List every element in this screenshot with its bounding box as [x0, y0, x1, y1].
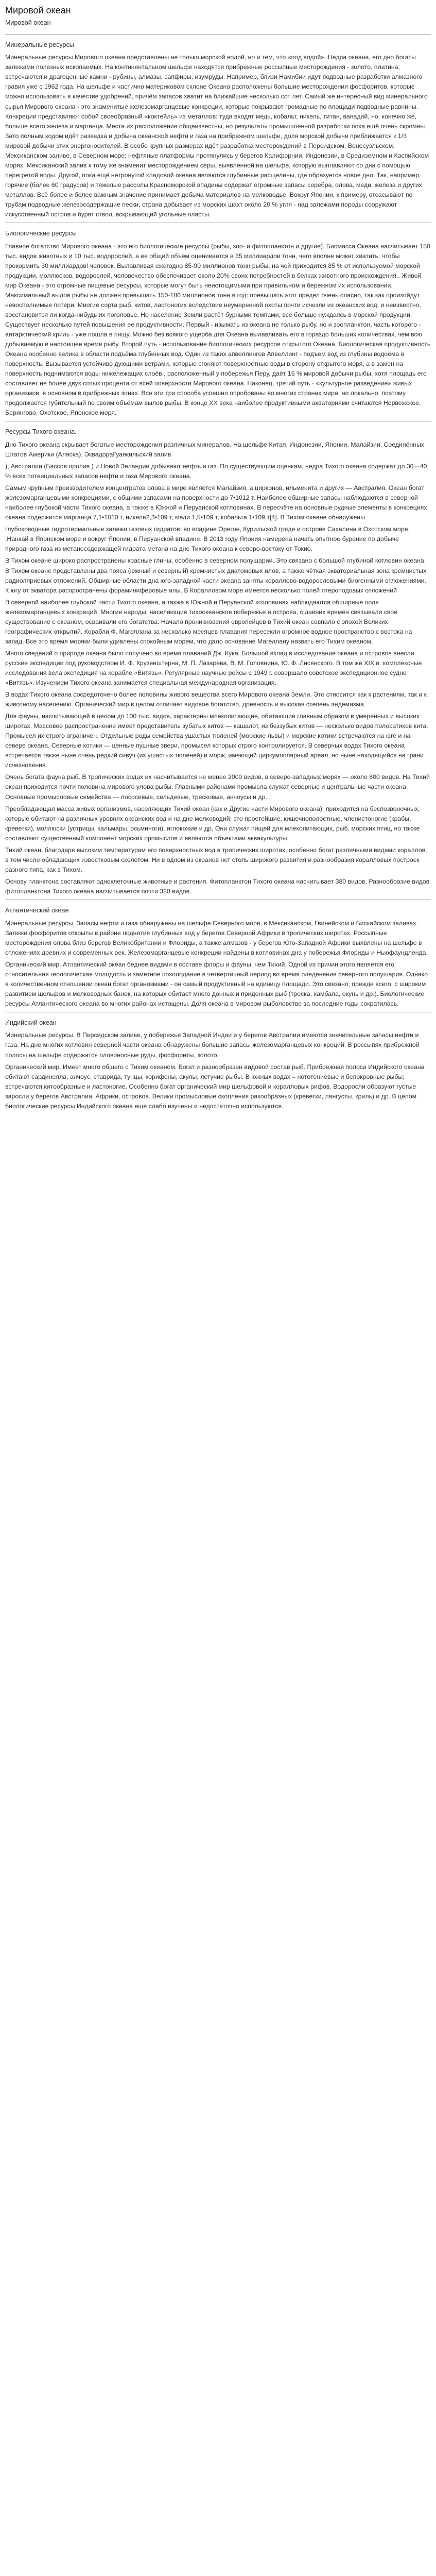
page-subtitle: Мировой океан	[5, 19, 51, 27]
section-heading: Ресурсы Тихого океана.	[5, 428, 77, 436]
section-heading: Атлантический океан	[5, 907, 69, 914]
article-page	[0, 0, 436, 1124]
paragraph: Самым крупным производителем концентратов олова в мире является Малайзия, а цирконов, ильменита и других — Австралия. Океан богат железомарганцевыми конкрециями, с общими запасами на поверхности до 7•1012 т. Наиболее обширные запасы наблюдаются в северной наиболее глубокой части Тихого океана, а также в Южной и Перуанской котловинах. В пересчёте на основные рудные элементы в конкрециях океана содержится марганца 7,1•1010 т, никеля2,3•109 т, меди 1,5•109 т, кобальта 1•109 т[4]. В Тихом океане обнаружены	[5, 484, 427, 521]
paragraph: В северной наиболее глубокой части Тихого океана, а также в Южной и Перуанской котловинах наблюдаются обширные поля железомарганцевых конкреций. Многие народы, населяющие тихоокеанское побережье и острова, с давних времён связывали своё существование с океаном, осваивали его богатства. Начало проникновения европейцев в Тихий океан совпало с эпохой Великих географических открытий. Корабли Ф. Магеллана за несколько месяцев плавания пересекли огромное водное пространство с востока на запад. Все это время моряки были удивлены спокойным морем, что дало основание Магеллану назвать его Тихим океаном.	[5, 598, 412, 645]
paragraph: глубоководные гидротермальные залежи газовых гидратов: во впадине Орегон, Курильской гряде и острове Сахалина в Охотском море, ,Нанкай в Японском море и вокруг Японии, в Перуанской впадине. В 2013 году Япония намерена начать опытное бурение по добыче природного газа из метаносодержащей гидрата метана на дне Тихого океана к северо-востоку от Токио.	[5, 526, 410, 553]
page-title: Мировой океан	[5, 5, 71, 15]
paragraph: В Тихом океане широко распространены красные глины, особенно в северном полушарии. Это связано с большой глубиной котловин океана. В Тихом океане представлены два пояса (южный и северный) кремнистых диатомовых илов, а также чёткая экваториальная зона кремнистых радиоляриевых отложений. Обширные области дна юго-западной части океана заняты кораллово-водорослевыми биогенными отложениями. К югу от экватора распространены фораминиферовые илы. В Коралловом море имеется несколько полей птероподовых отложений	[5, 557, 427, 594]
paragraph: Очень богата фауна рыб. В тропических водах их насчитывается не менее 2000 видов, в северо-западных морях — около 800 видов. На Тихий океан приходится почти половина мирового улова рыбы. Главными районами промысла служат северные и центральные части океана. Основные промысловые семейства — лососевые, сельдевые, тресковые, анчоусы и др.	[5, 773, 430, 801]
article-body	[5, 34, 431, 1111]
paragraph: Главное богатство Мирового океана - это его биологические ресурсы (рыбы, зоо- и фитопланктон и другие). Биомасса Океана насчитывает 150 тыс. видов животных и 10 тыс. водорослей, а ее общий объём оценивается в 35 миллиардов тонн, чего вполне может хватить, чтобы прокормить 30 миллиардов! человек. Вылавливая ежегодно 85-90 миллионов тонн рыбы, на чей приходится 85 % от используемой морской продукции, моллюсков, водорослей, человечество обеспечивает около 20% своих потребностей в белках животного происхождения.. Живой мир Океана - это огромные пищевые ресурсы, которые могут быть неистощимыми при правильном и бережном их использовании. Максимальный вылов рыбы не должен превышать 150-180 миллионов тонн в год: превышать этот предел очень опасно, так как произойдут невосполнимые потери. Многие сорта рыб, китов, ластоногих вследствие неумеренной охоты почти исчезли из океанских вод, и неизвестно, восстановится ли когда-нибудь их поголовье. Но население Земли растёт бурными темпами, всё больше нуждаясь в морской продукции. Существует несколько путей повышения её продуктивности. Первый - изымать из океана не только рыбу, но и зоопланктон, часть которого - антарктический криль - уже пошла в пищу. Можно без всякого ущерба для Океана вылавливать его в гораздо больших количествах, чем всю добываемую в настоящее время рыбу. Второй путь - использование биологических ресурсов открытого Океана. Биологическая продуктивность Океана особенно велика в области подъёма глубинных вод. Один из таких апвеллингов Апвеллинг - подъем вод из глубины водоёма в поверхность. Вызывается устойчиво дующими ветрами, которые сгоняют поверхностные воды в сторону открытого моря, а в замен на поверхность поднимаются воды нижележащих слоёв., расположенный у побережья Перу, даёт 15 % мировой добычи рыбы, хотя площадь его составляет не более двух сотых процента от всей поверхности Мирового океана. Наконец, третий путь - «культурное разведение» живых организмов, в основном в прибрежных зонах. Все эти три способа успешно опробованы во многих странах мира, но локально, поэтому продолжается губительный по своим объёмам вылов рыбы. В конце XX века наиболее продуктивными акваториями считаются Норвежское, Беринговo, Охотское, Японское моря.	[5, 242, 431, 417]
paragraph: Преобладающая масса живых организмов, населяющих Тихий океан (как и Другие части Мирового океана), приходится на беспозвоночных, которые обитают на различных уровнях океанских вод и на дне мелководий: это простейшие, кишечнополостные, членистоногие (крабы, креветки), моллюски (устрицы, кальмары, осьминоги), иглокожие и др. Они служат пищей для млекопитающих, рыб, морских птиц, но также составляют существенный компонент морских промыслов и являются объектами аквакультуры.	[5, 805, 420, 842]
paragraph: Минеральные ресурсы. В Персидском заливе, у побережья Западной Индии и у берегов Австралии имеются значительные запасы нефти и газа. На дне многих котловин северной части океана обнаружены большие запасы железомарганцевых конкреций. В россыпях прибрежной полосы на шельфе содержатся оловоносные руды, фосфориты, золото.	[5, 1031, 420, 1059]
section-heading: Биологические ресурсы	[5, 230, 77, 238]
paragraph: Органический мир. Имеет много общего с Тихим океаном. Богат и разнообразен видовой состав рыб. Прибрежная полоса Индийского океана обитают сардинелла, анчоус, ставрида, тунцы, корифены, акулы, летучие рыбы. В южных водах – нототениевые и белокровные рыбы; встречаются китообразные и ластоногие. Особенно богат органический мир шельфовой и коралловых рифов. Водоросли образуют густые заросли у берегов Австралии, Африки, островов. Велики промысловые скопления ракообразных (креветки, лангусты, криль) и др. В целом биологические ресурсы Индийского океана еще слабо изучены и недостаточно используются.	[5, 1063, 425, 1110]
paragraph: Тихий океан, благодаря высоким температурам его поверхностных вод в тропических широтах, особенно богат различными видами кораллов, в том числе обладающих известковым скелетом. Ни в одном из океанов нет столь широкого развития и разнообразия коралловых построек разного типа, как в Тихом.	[5, 846, 427, 873]
paragraph: Дно Тихого океана скрывает богатые месторождения различных минералов. На шельфе Китая, Индонезии, Японии, Малайзии, Соединённых Штатов Америки (Аляска), ЭквадораГуаякильский залив	[5, 440, 425, 458]
paragraph: Минеральные ресурсы. Запасы нефти и газа обнаружены на шельфе Северного моря, в Мексиканском, Гвинейском и Бискайском заливах. Залежи фосфоритов открыты в районе поднятия глубинных вод у берегов Северной Африки в тропических широтах. Россыпные месторождения олова близ берегов Великобритании и Флориды, а также алмазов - у берегов Юго-Западной Африки выявлены на шельфе в отложениях древних и современных рек. Железомарганцевые конкреции найдены в котловинах дна у побережья Флориды и Ньюфаундленда.	[5, 919, 428, 956]
section-heading: Минеральные ресурсы	[5, 41, 74, 48]
section-heading: Индийский океан	[5, 1019, 57, 1026]
paragraph: Для фауны, насчитывающей в целом до 100 тыс. видов, характерны млекопитающие, обитающие главным образом в умеренных и высоких широтах. Массовое распространение имеет представитель зубатых китов — кашалот, из беззубых китов — несколько видов полосатиков кита. Промысел их строго ограничен. Отдельные роды семейства ушастых тюленей (морские львы) и морские котики встречаются на юге и на севере океана. Северные котики — ценные пушные звери, промысел которых строго контролируется. В северных водах Тихого океана встречается также ныне очень редкий сивуч (из ушастых тюленей) и морж, имеющий циркумполярный ареал, но ныне находящийся на грани исчезновения.	[5, 713, 428, 769]
paragraph: Минеральные ресурсы Мирового океана представлены не только морской водой, но и тем, что «под водой». Недра океана, его дно богаты залежами полезных ископаемых. На континентальном шельфе находятся прибрежные россыпные месторождения - золото, платина; встречаются и драгоценные камни - рубины, алмазы, сапфиры, изумруды. Например, близи Намибии идут подводные разработки алмазного гравия уже с 1962 года. На шельфе и частично материковом склоне Океана расположены большие месторождения фосфоритов, которые можно использовать в качестве удобрений, причём запасов хватит на ближайшие несколько сот лет. Самый же интересный вид минерального сырья Мирового океана - это знаменитые железомарганцевые конкреции, которые покрывают громадные по площади подводные равнины. Конкреции представляют собой своеобразный «коктейль» из металлов: туда входят медь, кобальт, никель, титан, ванадий, но, конечно же, больше всего железа и марганца. Места их расположения общеизвестны, но результаты промышленной разработки пока ещё очень скромны. Зато полным ходом идёт разведка и добыча океанской нефти и газа на прибрежном шельфе, доля морской добычи приближается к 1/3 мировой добычи этих энергоносителей. В особо крупных размерах идёт разработка месторождений в Персидском, Венесуэльском, Мексиканском заливе, в Северном море; нефтяные платформы протянулись у берегов Калифорнии, Индонезии, в Средиземном и Каспийском морях. Мексиканский залив к тому же знаменит месторождением серы, выявленной на шельфе, которую выплавляют со дна с помощью перегретой воды. Другой, пока ещё нетронутой кладовой океана являются глубинные расщелины, где образуется новое дно. Так, например, горячие (более 60 градусов) и тяжелые рассолы Красноморской впадины содержат огромные запасы серебра, олова, меди, железа и других металлов. Всё более и более важным значение принимает добыча материалов на мелководье. Вокруг Японии, к примеру, отсасывают по трубам подводные железосодержащие пески, страна добывает из морских шахт около 20 % угля - над залежами породы сооружают искусственный остров и бурят ствол, вскрывающий угольные пласты.	[5, 54, 429, 218]
paragraph: Основу планктона составляют одноклеточные животные и растения. Фитопланктон Тихого океана насчитывает 380 видов. Разнообразие видов фитопланктона Тихого океана насчитывается почти 380 видов.	[5, 877, 430, 895]
paragraph: ), Австралии (Бассов пролив ) и Новой Зеландии добывают нефть и газ. По существующим оценкам, недра Тихого океана содержат до 30—40 % всех потенциальных запасов нефти и газа Мирового океана.	[5, 463, 427, 480]
paragraph: В водах Тихого океана сосредоточено более половины живого вещества всего Мирового океана Земли. Это относится как к растениям, так и к животному населению. Органический мир в целом отличает видовое богатство, древность и высокая степень эндемизма.	[5, 691, 427, 708]
paragraph: Много сведений о природе океана было получено во время плаваний Дж. Кука. Большой вклад в исследование океана и островов внесли русские экспедиции под руководством И. Ф. Крузенштерна, М. П. Лазарева, В. М. Головнина, Ю. Ф. Лисянского. В том же XIX в. комплексные исследования вела экспедиция на корабле «Витязь». Регулярные научные рейсы с 1949 г. совершало советское экспедиционное судно «Витязь». Изучением Тихого океана занимается специальная международная организация.	[5, 649, 422, 687]
section-divider	[5, 34, 431, 35]
paragraph: Органический мир. Атлантический океан беднее видами в составе флоры и фауны, чем Тихий. Одной из причин этого является его относительная геологическая молодость и заметное похолодание в четвертичный период во время оледенения северного полушария. Однако в количественном отношении океан богат организмами - он самый продуктивный на единицу площади. Это связано, прежде всего, с широким развитием шельфов и мелководных банок, на которых обитает много донных и придонных рыб (треска, камбала, окунь и др.). Биологические ресурсы Атлантического океана во многих районах истощены. Доля океана в мировом рыболовстве за последние годы сократилась.	[5, 960, 428, 1007]
